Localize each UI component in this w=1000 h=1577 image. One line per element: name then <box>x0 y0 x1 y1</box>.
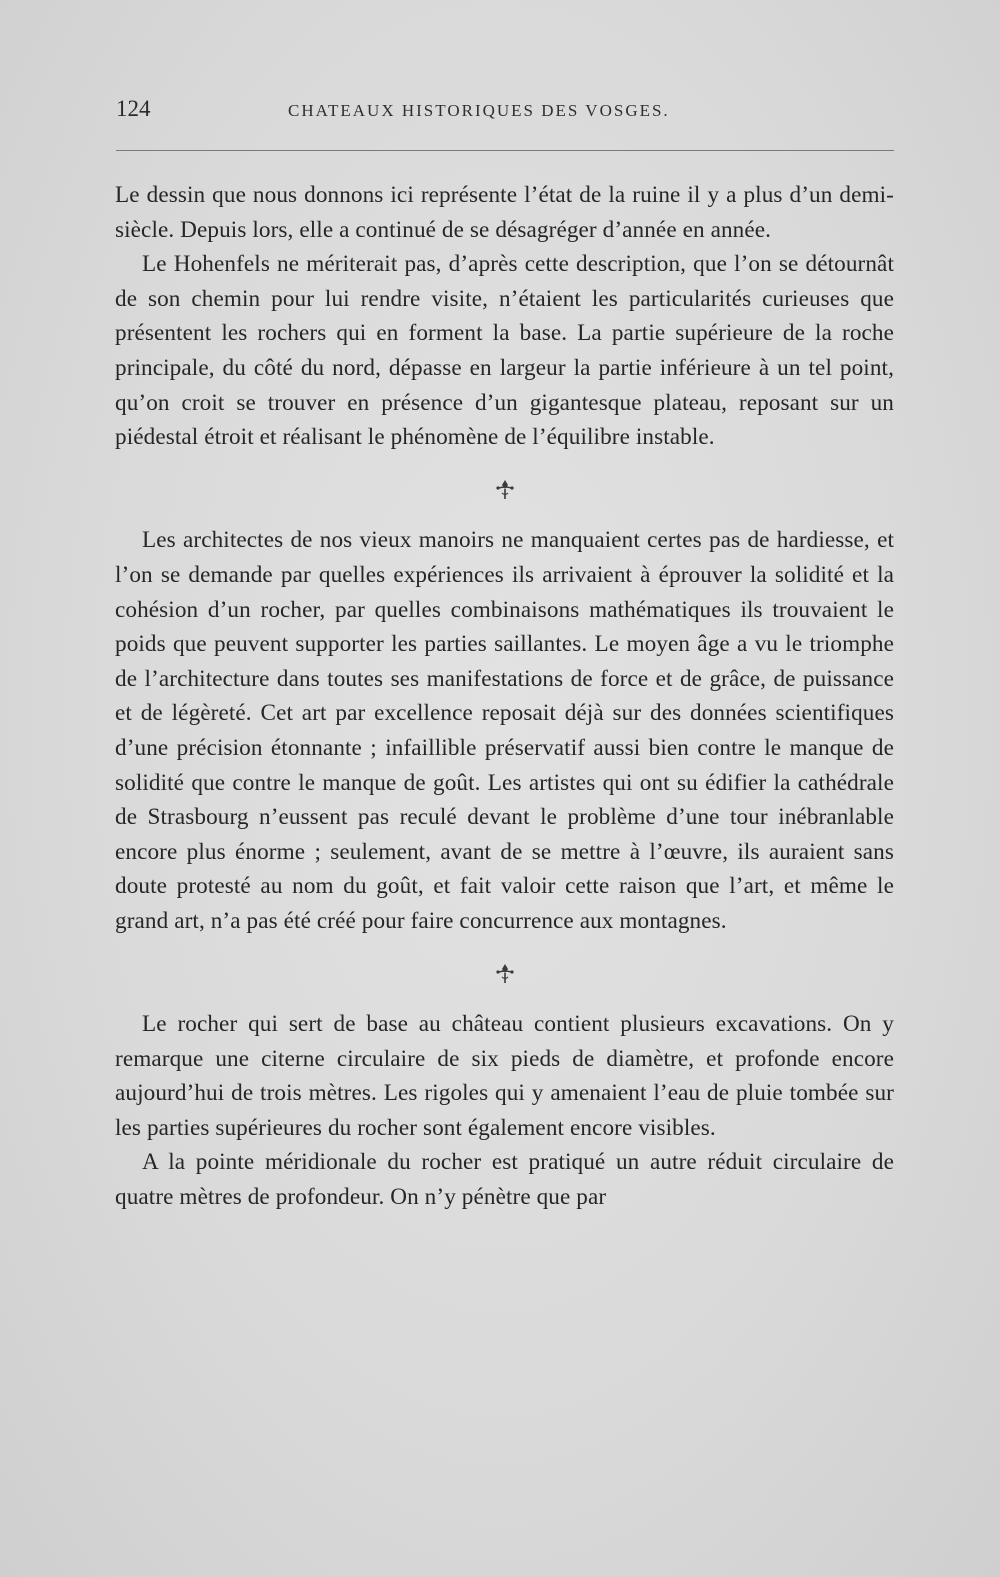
page-number: 124 <box>116 96 151 121</box>
header-rule <box>116 150 894 151</box>
fleuron-icon <box>492 478 518 500</box>
body-text <box>115 178 894 1215</box>
paragraph: Le dessin que nous donnons ici représente l’état de la ruine il y a plus d’un demi-siècle. Depuis lors, elle a continué de se désagréger d’année en année. <box>115 182 894 243</box>
section-ornament <box>115 472 894 507</box>
paragraph: A la pointe méridionale du rocher est pratiqué un autre réduit circulaire de quatre mètres de profondeur. On n’y pénètre que par <box>115 1149 894 1211</box>
paragraph: Le Hohenfels ne mériterait pas, d’après cette description, que l’on se détournât de son chemin pour lui rendre visite, n’étaient les particularités curieuses que présentent les rochers qui en forment la base. La partie supérieure de la roche principale, du côté du nord, dépasse en largeur la partie inférieure à un tel point, qu’on croit se trouver en présence d’un gigantesque plateau, reposant sur un piédestal étroit et réalisant le phénomène de l’équilibre instable. <box>115 251 894 451</box>
page-header <box>116 96 894 136</box>
fleuron-icon <box>492 961 518 983</box>
section-ornament <box>115 955 894 990</box>
paragraph: Les architectes de nos vieux manoirs ne manquaient certes pas de hardiesse, et l’on se demande par quelles expériences ils arrivaient à éprouver la solidité et la cohésion d’un rocher, par quelles combinaisons mathématiques ils trouvaient le poids que peuvent supporter les parties saillantes. Le moyen âge a vu le triomphe de l’architecture dans toutes ses manifestations de force et de grâce, de puissance et de légèreté. Cet art par excellence reposait déjà sur des données scientifiques d’une précision étonnante ; infaillible préservatif aussi bien contre le manque de solidité que contre le manque de goût. Les artistes qui ont su édifier la cathédrale de Strasbourg n’eussent pas reculé devant le problème d’une tour inébranlable encore plus énorme ; seulement, avant de se mettre à l’œuvre, ils auraient sans doute protesté au nom du goût, et fait valoir cette raison que l’art, et même le grand art, n’a pas été créé pour faire concurrence aux montagnes. <box>115 527 894 934</box>
running-title: CHATEAUX HISTORIQUES DES VOSGES. <box>288 101 670 120</box>
paragraph: Le rocher qui sert de base au château contient plusieurs excavations. On y remarque une citerne circulaire de six pieds de diamètre, et profonde encore aujourd’hui de trois mètres. Les rigoles qui y amenaient l’eau de pluie tombée sur les parties supérieures du rocher sont également encore visibles. <box>115 1011 894 1141</box>
